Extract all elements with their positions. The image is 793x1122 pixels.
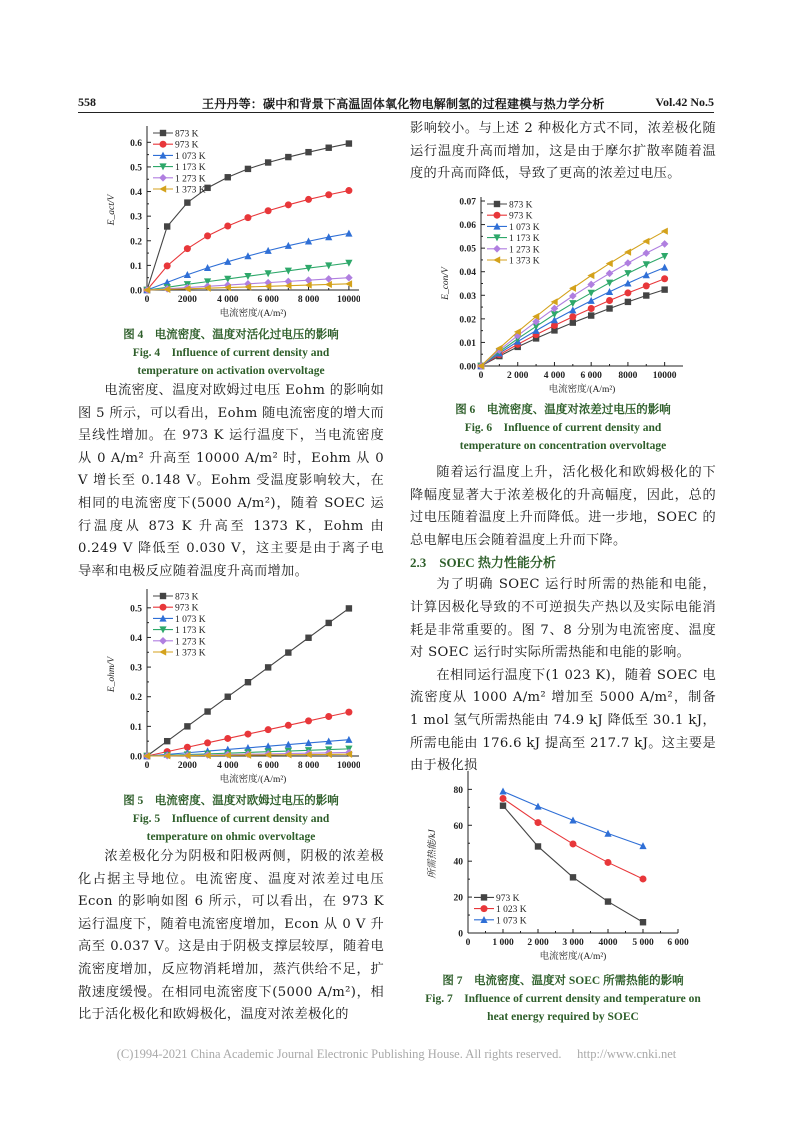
page-number: 558	[78, 95, 96, 109]
svg-text:0.0: 0.0	[130, 752, 142, 763]
chart-legend	[474, 894, 527, 926]
svg-text:0: 0	[144, 761, 150, 771]
svg-text:0.1: 0.1	[130, 722, 142, 733]
figure-5-caption	[78, 792, 384, 846]
svg-text:1 373 K: 1 373 K	[175, 185, 206, 196]
svg-text:1 373 K: 1 373 K	[509, 256, 540, 267]
fig7-caption-cn: 图 7 电流密度、温度对 SOEC 所需热能的影响	[442, 975, 684, 987]
svg-text:2000: 2000	[177, 295, 197, 305]
svg-text:0.2: 0.2	[130, 693, 142, 704]
svg-text:973 K: 973 K	[496, 893, 520, 904]
svg-text:1 173 K: 1 173 K	[175, 163, 206, 174]
svg-text:E_con/V: E_con/V	[441, 267, 451, 300]
svg-text:2 000: 2 000	[527, 938, 549, 948]
svg-text:0.4: 0.4	[130, 633, 142, 644]
svg-text:E_act/V: E_act/V	[107, 194, 117, 226]
svg-text:4000: 4000	[598, 938, 618, 948]
svg-text:1 073 K: 1 073 K	[175, 151, 206, 162]
svg-text:0.06: 0.06	[459, 221, 476, 232]
svg-text:20: 20	[453, 893, 463, 904]
svg-text:电流密度/(A/m²): 电流密度/(A/m²)	[539, 952, 607, 962]
svg-text:0.05: 0.05	[459, 244, 476, 255]
paragraph-thermal-results: 在相同运行温度下(1 023 K)，随着 SOEC 电流密度从 1000 A/m² 增加至 5000 A/m²，制备 1 mol 氢气所需热能由 74.9 kJ 降低至 30.1 kJ，所需电能由 176.6 kJ 提高至 217.7 kJ。这主要是由于极化损	[410, 667, 716, 774]
svg-text:873 K: 873 K	[175, 592, 199, 603]
svg-text:2 000: 2 000	[507, 371, 529, 381]
running-header	[78, 92, 714, 113]
svg-text:4 000: 4 000	[217, 761, 239, 771]
paragraph-thermal-intro: 为了明确 SOEC 运行时所需的热能和电能，计算因极化导致的不可逆损失产热以及实际电能消耗是非常重要的。图 7、8 分别为电流密度、温度对 SOEC 运行时实际所需热能和电能的影响。	[410, 577, 716, 661]
fig6-caption-cn: 图 6 电流密度、温度对浓差过电压的影响	[455, 404, 671, 416]
fig6-caption-en-1: Fig. 6 Influence of current density and	[464, 422, 662, 434]
svg-text:10000: 10000	[337, 761, 360, 771]
svg-text:0: 0	[465, 938, 471, 948]
svg-text:0: 0	[478, 371, 484, 381]
svg-text:5 000: 5 000	[632, 938, 654, 948]
fig4-caption-cn: 图 4 电流密度、温度对活化过电压的影响	[123, 329, 339, 341]
chart-legend	[153, 130, 206, 196]
svg-text:10000: 10000	[337, 295, 360, 305]
chart-legend	[487, 201, 540, 267]
svg-text:电流密度/(A/m²): 电流密度/(A/m²)	[219, 309, 287, 319]
svg-text:0.0: 0.0	[130, 286, 142, 297]
svg-text:1 073 K: 1 073 K	[509, 222, 540, 233]
svg-text:0.1: 0.1	[130, 261, 142, 272]
figure-6-caption	[410, 401, 716, 455]
svg-text:0.02: 0.02	[459, 315, 476, 326]
svg-text:0.6: 0.6	[130, 138, 142, 149]
figure-7-chart	[425, 770, 705, 970]
svg-text:6 000: 6 000	[257, 761, 279, 771]
figure-7-caption	[410, 972, 716, 1026]
svg-text:1 023 K: 1 023 K	[496, 905, 527, 916]
figure-5-chart	[100, 582, 360, 792]
svg-text:1 073 K: 1 073 K	[175, 614, 206, 625]
svg-text:80: 80	[453, 785, 463, 796]
svg-text:0.00: 0.00	[459, 362, 476, 373]
figure-4-caption	[78, 326, 384, 380]
series-1073K	[499, 788, 646, 850]
fig5-caption-en-1: Fig. 5 Influence of current density and	[132, 813, 330, 825]
svg-text:电流密度/(A/m²): 电流密度/(A/m²)	[548, 385, 616, 395]
svg-text:6 000: 6 000	[580, 371, 602, 381]
svg-text:所需热能/kJ: 所需热能/kJ	[428, 829, 438, 879]
fig5-caption-en-2: temperature on ohmic overvoltage	[146, 831, 316, 843]
copyright-footer: (C)1994-2021 China Academic Journal Electronic Publishing House. All rights reserved. http://www.cnki.net	[116, 1047, 677, 1061]
figure-6-chart	[430, 192, 700, 402]
svg-text:1 000: 1 000	[492, 938, 514, 948]
fig7-caption-en-2: heat energy required by SOEC	[487, 1011, 639, 1023]
svg-text:60: 60	[453, 821, 463, 832]
svg-text:4 000: 4 000	[217, 295, 239, 305]
svg-text:8 000: 8 000	[297, 761, 320, 771]
svg-text:0.5: 0.5	[130, 604, 142, 615]
fig7-caption-en-1: Fig. 7 Influence of current density and temperature on	[425, 993, 701, 1005]
volume-label: Vol.42 No.5	[655, 95, 714, 109]
paragraph-ohmic: 电流密度、温度对欧姆过电压 Eohm 的影响如图 5 所示，可以看出，Eohm 随电流密度的增大而呈线性增加。在 973 K 运行温度下，当电流密度从 0 A/m² 升高至 10000 A/m² 时，Eohm 从 0 V 增长至 0.148 V。Eohm 受温度影响较大，在相同的电流密度下(5000 A/m²)，随着 SOEC 运行温度从 873 K 升高至 1373 K，Eohm 由 0.249 V 降低至 0.030 V，这主要是由于离子电导率和电极反应随着温度升高而增加。	[78, 383, 385, 579]
series-1023K	[500, 795, 647, 882]
svg-text:0: 0	[458, 929, 463, 940]
svg-text:2000: 2000	[177, 761, 197, 771]
svg-text:8 000: 8 000	[297, 295, 320, 305]
svg-text:973 K: 973 K	[175, 603, 199, 614]
svg-text:1 273 K: 1 273 K	[175, 174, 206, 185]
svg-text:1 173 K: 1 173 K	[175, 626, 206, 637]
svg-text:电流密度/(A/m²): 电流密度/(A/m²)	[219, 775, 287, 785]
svg-text:4 000: 4 000	[543, 371, 566, 381]
fig6-caption-en-2: temperature on concentration overvoltage	[459, 440, 667, 452]
paragraph-concentration: 浓差极化分为阴极和阳极两侧，阴极的浓差极化占据主导地位。电流密度、温度对浓差过电压 Econ 的影响如图 6 所示，可以看出，在 973 K 运行温度下，随着电流密度增加，Econ 从 0 V 升高至 0.037 V。这是由于阴极支撑层较厚，随着电流密度增加，反应物消耗增加，蒸汽供给不足，扩散速度缓慢。在相同电流密度下(5000 A/m²)，相比于活化极化和欧姆极化，温度对浓差极化的	[78, 849, 384, 1023]
svg-text:873 K: 873 K	[509, 200, 533, 211]
svg-text:0.3: 0.3	[130, 663, 142, 674]
svg-text:0: 0	[144, 295, 150, 305]
svg-text:6 000: 6 000	[667, 938, 689, 948]
svg-text:0.3: 0.3	[130, 212, 142, 223]
svg-text:0.03: 0.03	[459, 291, 476, 302]
svg-text:E_ohm/V: E_ohm/V	[107, 656, 117, 693]
svg-text:0.01: 0.01	[459, 338, 476, 349]
svg-text:0.07: 0.07	[459, 197, 476, 208]
fig4-caption-en-1: Fig. 4 Influence of current density and	[132, 347, 330, 359]
fig5-caption-cn: 图 5 电流密度、温度对欧姆过电压的影响	[123, 795, 339, 807]
svg-text:1 373 K: 1 373 K	[175, 648, 206, 659]
svg-text:1 073 K: 1 073 K	[496, 916, 527, 927]
svg-text:6 000: 6 000	[257, 295, 279, 305]
svg-text:40: 40	[453, 857, 463, 868]
svg-text:8000: 8000	[618, 371, 638, 381]
svg-text:1 273 K: 1 273 K	[509, 245, 540, 256]
svg-text:10000: 10000	[652, 371, 677, 381]
svg-text:0.4: 0.4	[130, 188, 142, 199]
fig4-caption-en-2: temperature on activation overvoltage	[137, 365, 325, 377]
svg-text:1 273 K: 1 273 K	[175, 637, 206, 648]
paragraph-overvoltage-summary: 随着运行温度上升，活化极化和欧姆极化的下降幅度显著大于浓差极化的升高幅度，因此，总的过电压随着温度上升而降低。进一步地，SOEC 的总电解电压会随着温度上升而下降。	[410, 465, 716, 548]
svg-text:973 K: 973 K	[509, 211, 533, 222]
svg-text:0.2: 0.2	[130, 237, 142, 248]
svg-text:1 173 K: 1 173 K	[509, 234, 540, 245]
svg-text:873 K: 873 K	[175, 129, 199, 140]
svg-text:3 000: 3 000	[562, 938, 584, 948]
figure-4-chart	[100, 117, 360, 327]
svg-text:973 K: 973 K	[175, 140, 199, 151]
svg-text:0.04: 0.04	[459, 268, 476, 279]
section-heading-2-3: 2.3 SOEC 热力性能分析	[410, 555, 556, 571]
running-title: 王丹丹等：碳中和背景下高温固体氧化物电解制氢的过程建模与热力学分析	[202, 97, 605, 111]
chart-legend	[153, 593, 206, 659]
paragraph-continued: 影响较小。与上述 2 种极化方式不同，浓差极化随运行温度升高而增加，这是由于摩尔扩散率随着温度的升高而降低，导致了更高的浓差过电压。	[410, 121, 716, 182]
svg-text:0.5: 0.5	[130, 163, 142, 174]
